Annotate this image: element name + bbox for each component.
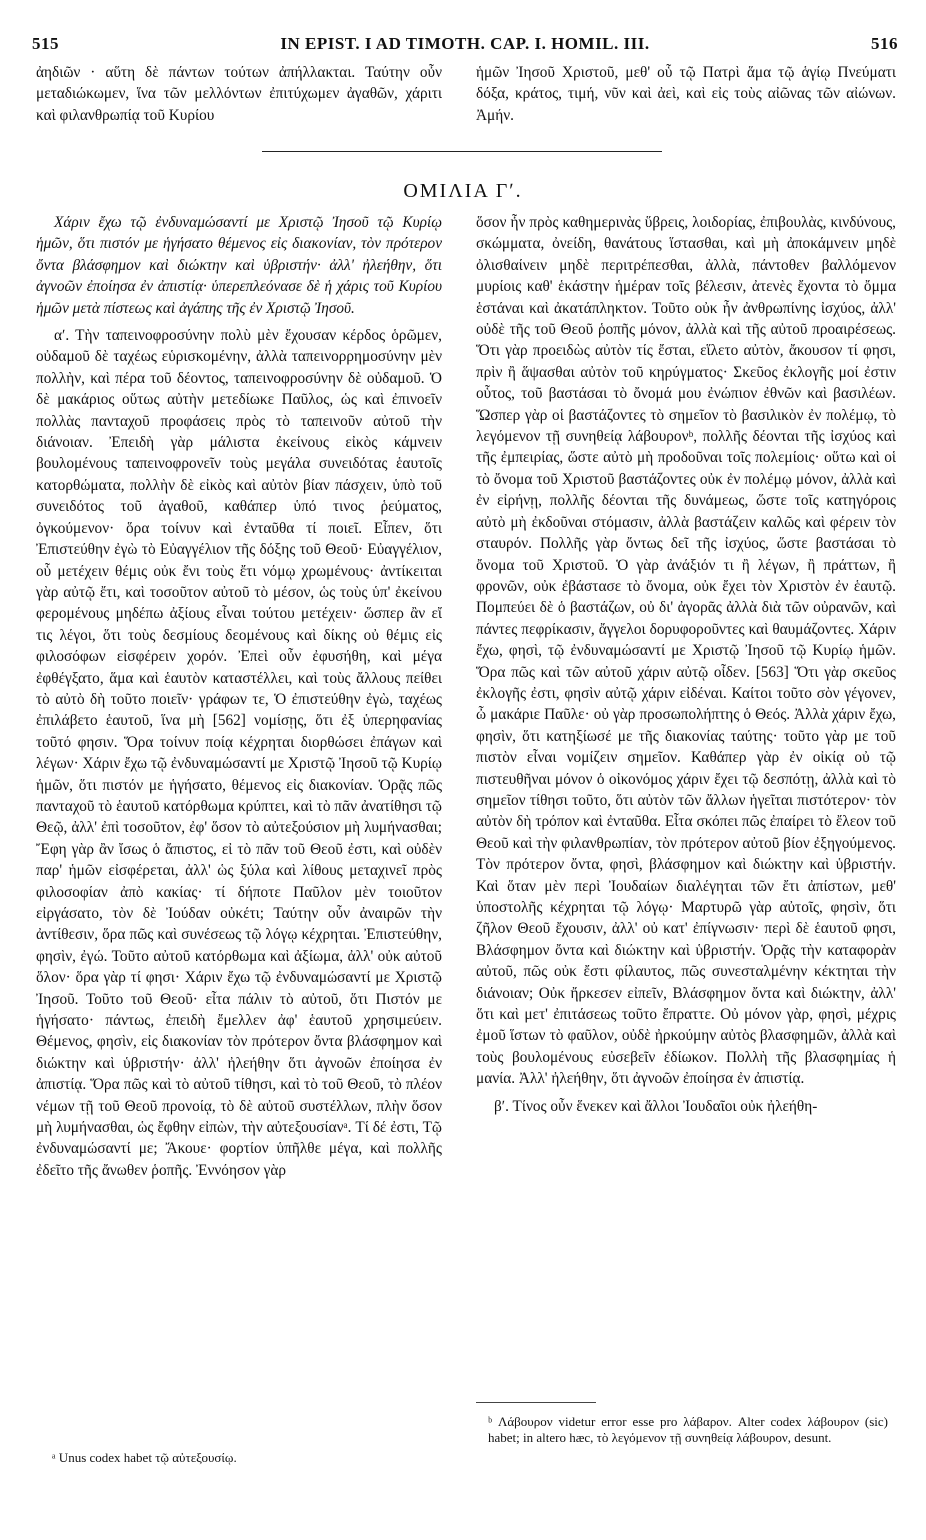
footnote-b: ᵇ Λάβουρον videtur error esse pro λάβαρον. Alter codex λάβουρον (sic) habet; in altero hæc, τὸ λεγόμενον τῇ συνηθείᾳ λάβουρον, desunt. [488, 1414, 888, 1445]
top-right-paragraph [476, 62, 896, 126]
page-number-right: 516 [871, 34, 898, 53]
section-divider [262, 151, 662, 152]
footnote-divider [476, 1402, 596, 1403]
right-column [476, 212, 896, 1117]
left-column-body: αʹ. Τὴν ταπεινοφροσύνην πολὺ μὲν ἔχουσαν κέρδος ὁρῶμεν, οὐδαμοῦ δὲ ταχέως εὑρισκομένην, ἀλλὰ ταπεινορρημοσύνην μὲν πολλὴν, καὶ πέρα τοῦ δέοντος, ταπεινοφροσύνην δὲ οὐδαμοῦ. Ὁ δὲ μακάριος οὕτως αὐτὴν μετεδίωκε Παῦλος, ὡς καὶ ἐπινοεῖν πολλὰς πανταχοῦ προφάσεις πρὸς τὸ ταπεινοῦν αὐτοῦ τὴν διάνοιαν. Ἐπειδὴ γὰρ μάλιστα ἐκείνους εἰκὸς κάμνειν βουλομένους ταπεινοφρονεῖν τοὺς μεγάλα συνειδότας ἑαυτοῖς κατορθώματα, πολλὴν δὲ εἰκὸς καὶ αὐτὸν βίαν πάσχειν, ὑπὸ τοῦ συνειδότος τοῦ ἀγαθοῦ, καθάπερ ὑπό τινος ῥεύματος, ὀγκούμενον· ὅρα τοίνυν καὶ ἐνταῦθα τί ποιεῖ. Εἶπεν, ὅτι Ἐπιστεύθην ἐγὼ τὸ Εὐαγγέλιον τῆς δόξης τοῦ Θεοῦ· Εὐαγγέλιον, οὗ μετέχειν θέμις οὐκ ἔνι τοὺς ἔτι νόμῳ χρωμένους· ἀντίκειται γὰρ αὐτῷ ἔτι, καὶ τοσοῦτον αὐτοῦ τὸ μέσον, ὡς τοὺς ὑπ' ἐκείνου φερομένους μηδέπω ἀξίους εἶναι τούτου μετέχειν· ὥσπερ ἂν εἴ τις λέγοι, ὅτι τοὺς δεσμίους δεομένους καὶ δίκης οὐ θέμις εἰς φιλοσόφων εἰσφέρειν χορόν. Ἐπεὶ οὖν ἐφυσήθη, καὶ μέγα ἐφθέγξατο, ἅμα καὶ ἑαυτὸν καταστέλλει, καὶ τοὺς ἄλλους πείθει τὸ αὐτὸ δὴ τοῦτο ποιεῖν· γράφων τε, Ὁ ἐπιστεύθην ἐγὼ, ταχέως ἐπιλάβετο ἑαυτοῦ, ἵνα μὴ [562] νομίσῃς, ὅτι ἐξ ὑπερηφανίας τοῦτό φησιν. Ὅρα τοίνυν ποίᾳ κέχρηται διορθώσει ἐπάγων καὶ λέγων· Χάριν ἔχω τῷ ἐνδυναμώσαντί με Χριστῷ Ἰησοῦ τῷ Κυρίῳ ἡμῶν, ὅτι πιστόν με ἡγήσατο, θέμενος εἰς διακονίαν. Ὁρᾷς πῶς πανταχοῦ τὸ ἑαυτοῦ κατόρθωμα κρύπτει, καὶ τὸ πᾶν ἀνατίθησι τῷ Θεῷ, ἀλλ' ἐπὶ τοσοῦτον, ἐφ' ὅσον τὸ αὐτεξούσιον μὴ λυμήνασθαι; Ἔφη γὰρ ἂν ἴσως ὁ ἄπιστος, εἰ τὸ πᾶν τοῦ Θεοῦ ἐστι, καὶ οὐδὲν παρ' ἡμῶν εἰσφέρεται, ἀλλ' ὡς ξύλα καὶ λίθους μεταχινεῖ πρὸς φιλοσοφίαν ἀπὸ κακίας· τί δήποτε Παῦλον μὲν τοιοῦτον εἰργάσατο, τὸν δὲ Ἰούδαν οὐκέτι; Ταύτην οὖν ἀναιρῶν τὴν ἀντίθεσιν, ὅρα πῶς καὶ συνέσεως τῷ λόγῳ κέχρηται. Ἐπιστεύθην, φησὶν, ἐγώ. Τοῦτο αὐτοῦ κατόρθωμα καὶ ἀξίωμα, ἀλλ' οὐκ αὐτοῦ ὅλον· ὅρα γὰρ τί φησι· Χάριν ἔχω τῷ ἐνδυναμώσαντί με Χριστῷ Ἰησοῦ. Τοῦτο τοῦ Θεοῦ· εἶτα πάλιν τὸ αὐτοῦ, ὅτι Πιστόν με ἡγήσατο· πάντως, ἐπειδὴ ἔμελλεν ἀφ' ἑαυτοῦ χρησιμεύειν. Θέμενος, φησὶν, εἰς διακονίαν τὸν πρότερον ὄντα βλάσφημον καὶ διώκτην καὶ ὑβριστήν· ἀλλ' ἠλεήθην ὅτι ἀγνοῶν ἐποίησα ἐν ἀπιστίᾳ. Ὅρα πῶς καὶ τὸ αὐτοῦ τίθησι, καὶ τὸ τοῦ Θεοῦ, τὸ πλέον νέμων τῇ τοῦ Θεοῦ προνοίᾳ, τὸ δὲ αὐτοῦ συστέλλων, πλὴν ὅσον μὴ λυμήνασθαι, ὡς ἔφθην εἰπὼν, τὴν αὐτεξουσίανᵃ. Τί δέ ἐστι, Τῷ ἐνδυναμώσαντί με; Ἄκουε· φορτίον ὑπῆλθε μέγα, καὶ πολλῆς ἐδεῖτο τῆς ἄνωθεν ῥοπῆς. Ἐννόησον γὰρ [36, 327, 442, 1179]
running-header [32, 34, 898, 56]
right-column-body: ὅσον ἦν πρὸς καθημερινὰς ὕβρεις, λοιδορίας, ἐπιβουλὰς, κινδύνους, σκώμματα, ὀνείδη, θανάτους ἵστασθαι, καὶ μὴ ἀποκάμνειν μηδὲ ὀλισθαίνειν μηδὲ περιτρέπεσθαι, ἀλλὰ, πάντοθεν βαλλόμενον μυρίοις καθ' ἑκάστην ἡμέραν τοῖς βέλεσιν, ἀτενὲς ἔχοντα τὸ ὄμμα ἑστάναι καὶ ἀκατάπληκτον. Τοῦτο οὐκ ἦν ἀνθρωπίνης ἰσχύος, ἀλλ' οὐδὲ τῆς τοῦ Θεοῦ ῥοπῆς μόνον, ἀλλὰ καὶ τῆς αὐτοῦ προαιρέσεως. Ὅτι γὰρ προειδὼς αὐτὸν τίς ἔσται, εἵλετο αὐτὸν, ἄκουσον τί φησι, πρὶν ἢ ἅψασθαι αὐτὸν τοῦ κηρύγματος· Σκεῦος ἐκλογῆς μοί ἐστιν οὗτος, τοῦ βαστάσαι τὸ ὄνομά μου ἐνώπιον ἐθνῶν καὶ βασιλέων. Ὥσπερ γὰρ οἱ βαστάζοντες τὸ σημεῖον τὸ βασιλικὸν ἐν πολέμῳ, τὸ λεγόμενον τῇ συνηθείᾳ λάβουρονᵇ, πολλῆς δέονται τῆς ἰσχύος καὶ τῆς ἐμπειρίας, ὥστε αὐτὸ μὴ προδοῦναι τοῖς πολεμίοις· οὕτω καὶ οἱ τὸ ὄνομα τοῦ Χριστοῦ βαστάζοντες οὐκ ἐν πολέμῳ μόνον, ἀλλὰ καὶ ἐν εἰρήνῃ, πολλῆς δέονται τῆς δυνάμεως, ὥστε τοῖς κατηγόροις αὐτὸ μὴ ἐκδοῦναι στόμασιν, ἀλλὰ βαστάζειν καλῶς καὶ φέρειν τὸν σταυρόν. Πολλῆς γὰρ ὄντως δεῖ τῆς ἰσχύος, ὥστε βαστάσαι τὸ ὄνομα τοῦ Χριστοῦ. Ὁ γὰρ ἀνάξιόν τι ἢ λέγων, ἢ πράττων, ἢ φρονῶν, οὐκ ἐβάστασε τὸ ὄνομα, οὐκ ἔχει τὸν Χριστὸν ἐν ἑαυτῷ. Πομπεύει δὲ ὁ βαστάζων, οὐ δι' ἀγορᾶς ἀλλὰ διὰ τῶν οὐρανῶν, καὶ πάντες πεφρίκασιν, ἄγγελοι δορυφοροῦντες καὶ θαυμάζοντες. Χάριν ἔχω, φησὶ, τῷ ἐνδυναμώσαντί με Χριστῷ Ἰησοῦ τῷ Κυρίῳ ἡμῶν. Ὅρα πῶς καὶ τῶν αὐτοῦ χάριν αὐτῷ οἶδεν. [563] Ὅτι γὰρ σκεῦος ἐκλογῆς ἐστι, φησὶν αὐτῷ χάριν εἰδέναι. Καίτοι τοῦτο σὸν γέγονεν, ὦ μακάριε Παῦλε· οὐ γὰρ προσωπολήπτης ὁ Θεός. Ἀλλὰ χάριν ἔχω, φησὶν, ὅτι κατηξίωσέ με τῆς διακονίας ταύτης· τοῦτο γὰρ με τοῦ πιστὸν εἶναι νομίζειν σημεῖον. Καθάπερ γὰρ ἐν οἰκίᾳ οὐ τῷ πιστευθῆναι μόνον ὁ οἰκονόμος χάριν ἔχει τῷ δεσπότῃ, ἀλλὰ καὶ τὸ σημεῖον τίθησι τοῦτο, ὅτι αὐτὸν τῶν ἄλλων ἡγεῖται πιστότερον· τὸν αὐτὸν δὴ τρόπον καὶ ἐνταῦθα. Εἶτα σκόπει πῶς ἐπαίρει τὸ ἔλεον τοῦ Θεοῦ καὶ τὴν φιλανθρωπίαν, τὸν πρότερον αὐτοῦ βίον ἐξηγούμενος. Τὸν πρότερον ὄντα, φησὶ, βλάσφημον καὶ διώκτην καὶ ὑβριστήν. Καὶ ὅταν μὲν περὶ Ἰουδαίων διαλέγηται τῶν ἔτι ἀπίστων, μεθ' ὑποστολῆς κέχρηται τῷ λόγῳ· Μαρτυρῶ γὰρ αὐτοῖς, φησὶν, ὅτι ζῆλον Θεοῦ ἔχουσιν, ἀλλ' οὐ κατ' ἐπίγνωσιν· περὶ δὲ ἑαυτοῦ φησι, Βλάσφημον ὄντα καὶ διώκτην καὶ ὑβριστήν. Ὁρᾷς τὴν καταφορὰν αὐτοῦ, πῶς οὐκ ἔστι φίλαυτος, πῶς συνεσταλμένην κέκτηται τὴν διάνοιαν; Οὐκ ἤρκεσεν εἰπεῖν, Βλάσφημον ὄντα καὶ διώκτην, ἀλλ' ὅτι καὶ μετ' ἐπιτάσεως τοῦτο ἔπραττε. Οὐ μόνον γὰρ, φησὶ, μέχρις ἐμοῦ ἵστων τὸ φαῦλον, οὐδὲ ἠρκούμην αὐτὸς βλασφημῶν, ἀλλὰ καὶ τοὺς βουλομένους εὐσεβεῖν ἐδίωκον. Πολλὴ τῆς βλασφημίας ἡ μανία. Ἀλλ' ἠλεήθην, ὅτι ἀγνοῶν ἐποίησα ἐν ἀπιστίᾳ. [476, 214, 896, 1088]
running-title: IN EPIST. I AD TIMOTH. CAP. I. HOMIL. III. [280, 34, 650, 53]
homily-title: ΟΜΙΛΙΑ Γʹ. [403, 180, 523, 202]
page-number-left: 515 [32, 34, 59, 53]
left-column [36, 212, 442, 1181]
top-left-text: ἀηδιῶν · αὕτη δὲ πάντων τούτων ἀπήλλακται. Ταύτην οὖν μεταδιώκωμεν, ἵνα τῶν μελλόντων ἐπιτύχωμεν ἀγαθῶν, χάριτι καὶ φιλανθρωπίᾳ τοῦ Κυρίου [36, 64, 442, 124]
top-right-text: ἡμῶν Ἰησοῦ Χριστοῦ, μεθ' οὗ τῷ Πατρὶ ἅμα τῷ ἁγίῳ Πνεύματι δόξα, κράτος, τιμή, νῦν καὶ ἀεὶ, καὶ εἰς τοὺς αἰῶνας τῶν αἰώνων. Ἀμήν. [476, 64, 896, 124]
footnote-a: ᵃ Unus codex habet τῷ αὐτεξουσίῳ. [52, 1450, 237, 1465]
top-left-paragraph [36, 62, 442, 126]
scripture-quotation: Χάριν ἔχω τῷ ἐνδυναμώσαντί με Χριστῷ Ἰησοῦ τῷ Κυρίῳ ἡμῶν, ὅτι πιστόν με ἡγήσατο θέμενος εἰς διακονίαν, τὸν πρότερον ὄντα βλάσφημον καὶ διώκτην καὶ ὑβριστήν· ἀλλ' ἠλεήθην, ὅτι ἀγνοῶν ἐποίησα ἐν ἀπιστίᾳ· ὑπερεπλεόνασε δὲ ἡ χάρις τοῦ Κυρίου ἡμῶν μετὰ πίστεως καὶ ἀγάπης τῆς ἐν Χριστῷ Ἰησοῦ. [36, 214, 442, 317]
right-column-section-start: βʹ. Τίνος οὖν ἕνεκεν καὶ ἄλλοι Ἰουδαῖοι οὐκ ἠλεήθη- [494, 1097, 818, 1115]
